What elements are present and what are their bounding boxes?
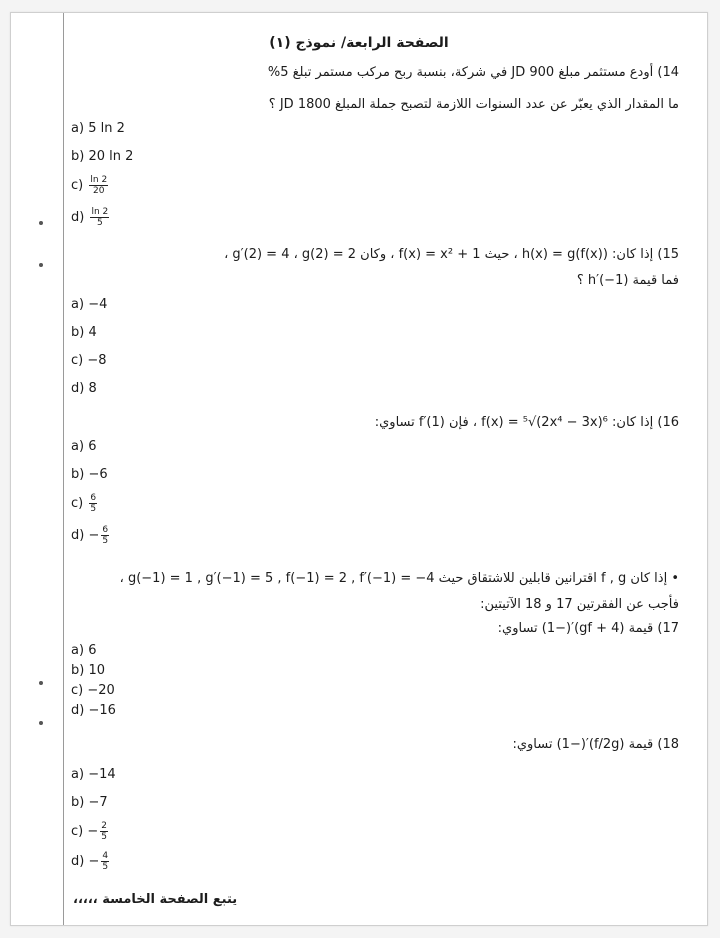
q16-text-line1: 16) إذا كان: f(x) = ⁵√(2x⁴ − 3x)⁶ ، فإن f′(1) تساوي:: [374, 415, 679, 430]
margin-dot: [39, 721, 43, 725]
fraction: $\frac{\ln 2}{5}$: [91, 207, 109, 228]
fraction: $\frac{6}{5}$: [102, 525, 109, 546]
q15-text-line2: فما قيمة h′(−1) ؟: [576, 273, 679, 288]
q16-option-c[interactable]: c) $\frac{6}{5}$: [71, 493, 97, 514]
q17-option-a[interactable]: a) 6: [71, 643, 97, 658]
q16-option-b[interactable]: b) −6: [71, 467, 108, 482]
q17-option-d[interactable]: d) −16: [71, 703, 116, 718]
q18-option-b[interactable]: b) −7: [71, 795, 108, 810]
q15-text-line1: 15) إذا كان: h(x) = g(f(x)) ، حيث f(x) = x² + 1 ، وكان g′(2) = 4 ، g(2) = 2 ،: [224, 247, 679, 262]
q17-option-c[interactable]: c) −20: [71, 683, 115, 698]
q14-option-b[interactable]: b) 20 ln 2: [71, 149, 134, 164]
q16-option-d[interactable]: d) − $\frac{6}{5}$: [71, 525, 109, 546]
footer-continue-note: يتبع الصفحة الخامسة ،،،،،: [73, 892, 238, 907]
q15-option-c[interactable]: c) −8: [71, 353, 107, 368]
page-title: الصفحة الرابعة/ نموذج (١): [269, 35, 449, 51]
q14-option-a[interactable]: a) 5 ln 2: [71, 121, 125, 136]
shared-intro-line2: فأجب عن الفقرتين 17 و 18 الآتيتين:: [480, 597, 679, 612]
q18-option-a[interactable]: a) −14: [71, 767, 116, 782]
shared-intro-line1: • إذا كان f , g اقترانين قابلين للاشتقاق حيث g(−1) = 1 , g′(−1) = 5 , f(−1) = 2 , f′(−1) = −4 ،: [119, 571, 679, 586]
margin-dot: [39, 263, 43, 267]
q15-option-a[interactable]: a) −4: [71, 297, 108, 312]
q16-option-a[interactable]: a) 6: [71, 439, 97, 454]
margin-dot: [39, 221, 43, 225]
margin-dot: [39, 681, 43, 685]
q18-option-d[interactable]: d) − $\frac{4}{5}$: [71, 851, 109, 872]
q14-option-d[interactable]: d) $\frac{\ln 2}{5}$: [71, 207, 109, 228]
q14-text-line2: ما المقدار الذي يعبّر عن عدد السنوات اللازمة لتصبح جملة المبلغ 1800 JD ؟: [268, 97, 679, 112]
fraction: $\frac{\ln 2}{20}$: [90, 175, 108, 196]
q14-text-line1: 14) أودع مستثمر مبلغ 900 JD في شركة، بنسبة ربح مركب مستمر تبلغ 5%: [267, 65, 679, 80]
fraction: $\frac{2}{5}$: [101, 821, 108, 842]
q15-option-d[interactable]: d) 8: [71, 381, 97, 396]
fraction: $\frac{6}{5}$: [90, 493, 97, 514]
q14-option-c[interactable]: c) $\frac{\ln 2}{20}$: [71, 175, 108, 196]
fraction: $\frac{4}{5}$: [102, 851, 109, 872]
q15-option-b[interactable]: b) 4: [71, 325, 97, 340]
q18-option-c[interactable]: c) − $\frac{2}{5}$: [71, 821, 108, 842]
margin-line: [63, 13, 64, 925]
q17-option-b[interactable]: b) 10: [71, 663, 106, 678]
q17-text-line1: 17) قيمة (gf + 4)′(−1) تساوي:: [497, 621, 679, 636]
exam-page: [10, 12, 708, 926]
q18-text-line1: 18) قيمة (f/2g)′(−1) تساوي:: [512, 737, 679, 752]
